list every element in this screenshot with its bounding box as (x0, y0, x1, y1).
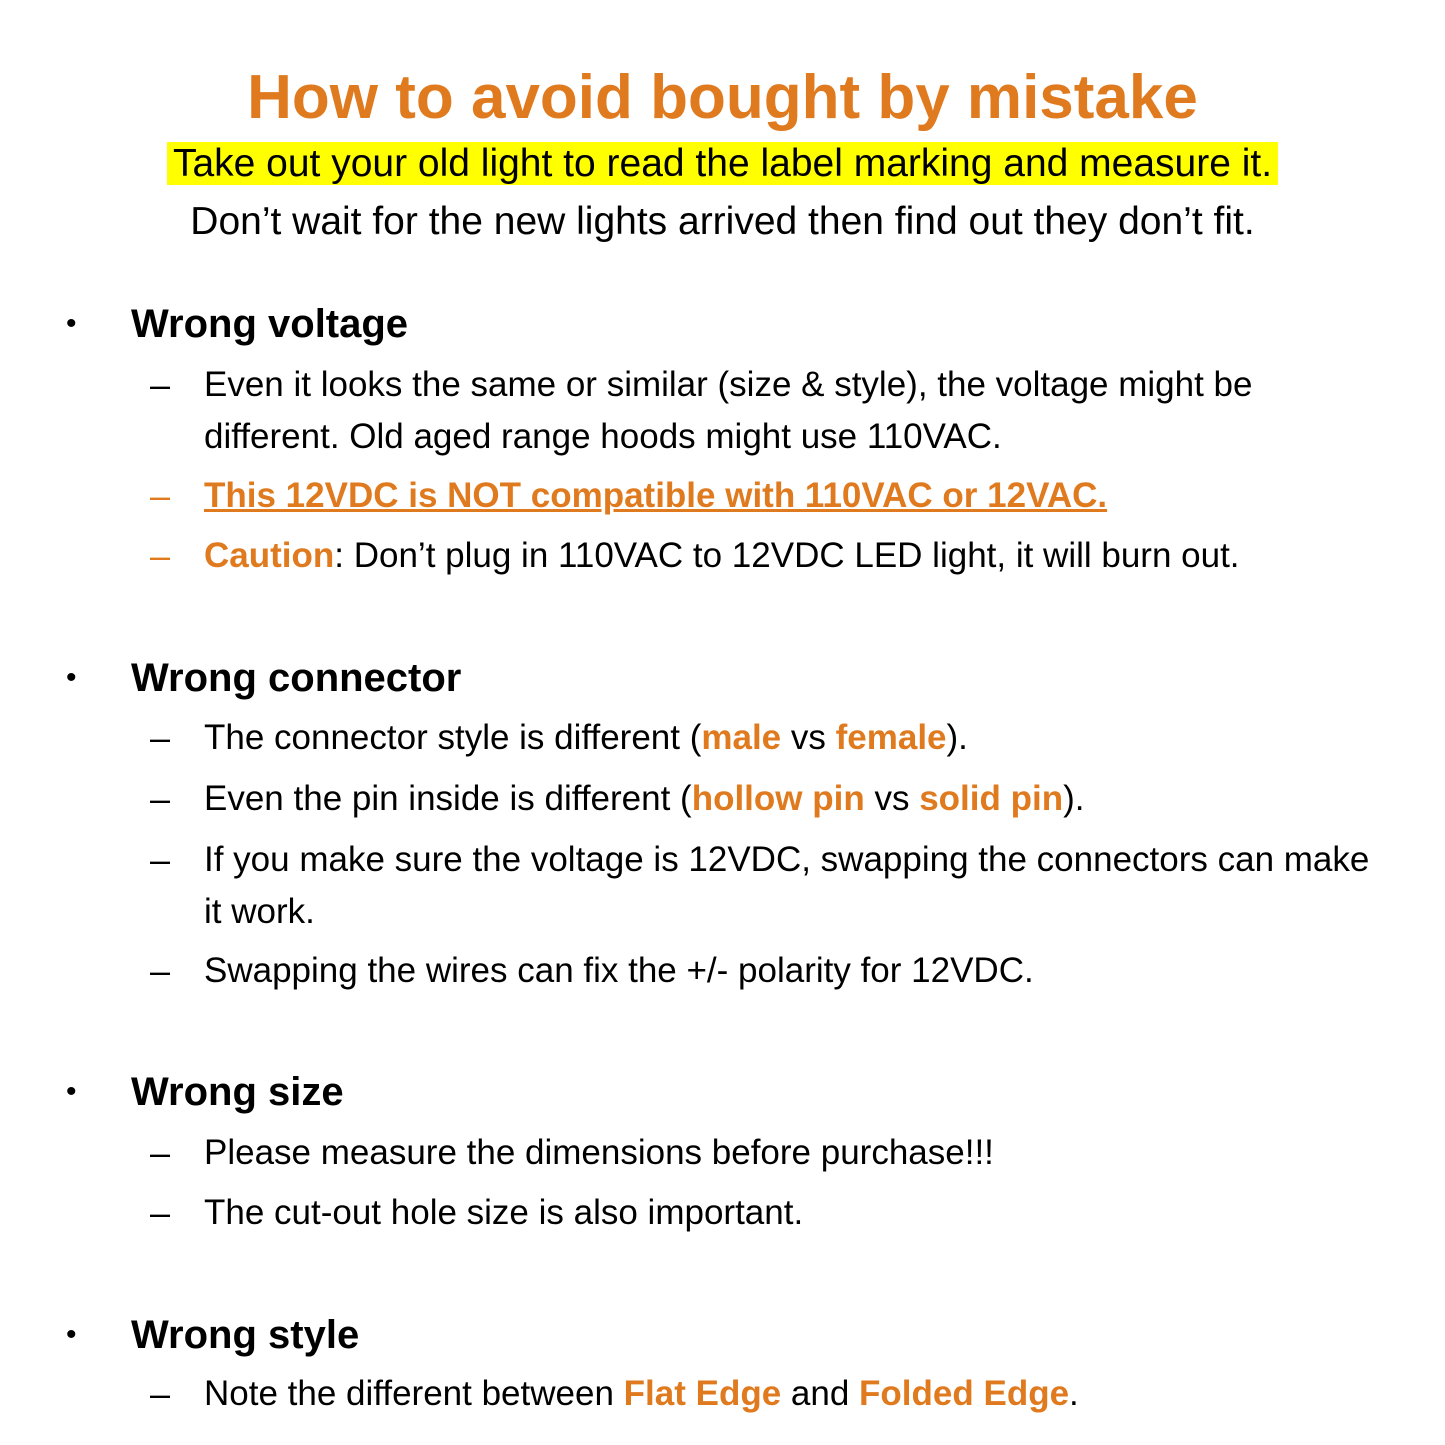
text-segment: Note the different between (204, 1374, 624, 1413)
highlighted-text: Take out your old light to read the label marking and measure it. (167, 142, 1278, 185)
dash-icon: – (150, 1192, 171, 1233)
dash-icon: – (150, 475, 171, 516)
text-segment: ). (1063, 779, 1085, 818)
dash-icon: – (150, 1373, 171, 1414)
bullet-icon: • (66, 1318, 77, 1351)
item-text: Please measure the dimensions before purchase!!! (204, 1133, 994, 1172)
intro-highlighted-line (0, 136, 1445, 192)
incompatibility-warning: This 12VDC is NOT compatible with 110VAC or 12VAC. (204, 476, 1108, 515)
dash-icon: – (150, 717, 171, 758)
bullet-icon: • (66, 1075, 77, 1108)
text-segment: vs (864, 779, 920, 818)
page-title: How to avoid bought by mistake (247, 63, 1198, 132)
item-text (204, 773, 1404, 825)
bullet-icon: • (66, 661, 77, 694)
item-text: Swapping the wires can fix the +/- polarity for 12VDC. (204, 951, 1034, 990)
text-segment: and (781, 1374, 860, 1413)
text-segment: vs (781, 718, 836, 757)
emphasis-female: female (835, 718, 947, 757)
item-text: The cut-out hole size is also important. (204, 1193, 804, 1232)
bullet-icon: • (66, 307, 77, 340)
section-heading: Wrong voltage (131, 302, 409, 346)
text-segment: Even the pin inside is different ( (204, 779, 692, 818)
text-segment: The connector style is different ( (204, 718, 702, 757)
caution-message: : Don’t plug in 110VAC to 12VDC LED light, it will burn out. (334, 536, 1240, 575)
dash-icon: – (150, 364, 171, 405)
caution-text (204, 530, 1404, 582)
section-heading: Wrong connector (131, 656, 462, 700)
emphasis-solid-pin: solid pin (919, 779, 1064, 818)
dash-icon: – (150, 535, 171, 576)
emphasis-hollow-pin: hollow pin (691, 779, 865, 818)
emphasis-flat-edge: Flat Edge (623, 1374, 782, 1413)
dash-icon: – (150, 1132, 171, 1173)
item-text: Even it looks the same or similar (size & style), the voltage might be different. Old aged range hoods might use 110VAC. (204, 365, 1253, 456)
caution-label: Caution (204, 536, 335, 575)
intro-line: Don’t wait for the new lights arrived then find out they don’t fit. (190, 200, 1255, 243)
text-segment: ). (946, 718, 968, 757)
section-heading: Wrong size (131, 1070, 344, 1114)
item-text (204, 712, 1404, 764)
section-heading: Wrong style (131, 1313, 360, 1357)
dash-icon: – (150, 950, 171, 991)
dash-icon: – (150, 839, 171, 880)
text-segment: . (1069, 1374, 1079, 1413)
item-text: If you make sure the voltage is 12VDC, swapping the connectors can make it work. (204, 840, 1370, 931)
emphasis-folded-edge: Folded Edge (859, 1374, 1070, 1413)
emphasis-male: male (701, 718, 782, 757)
item-text (204, 1368, 1404, 1420)
dash-icon: – (150, 778, 171, 819)
